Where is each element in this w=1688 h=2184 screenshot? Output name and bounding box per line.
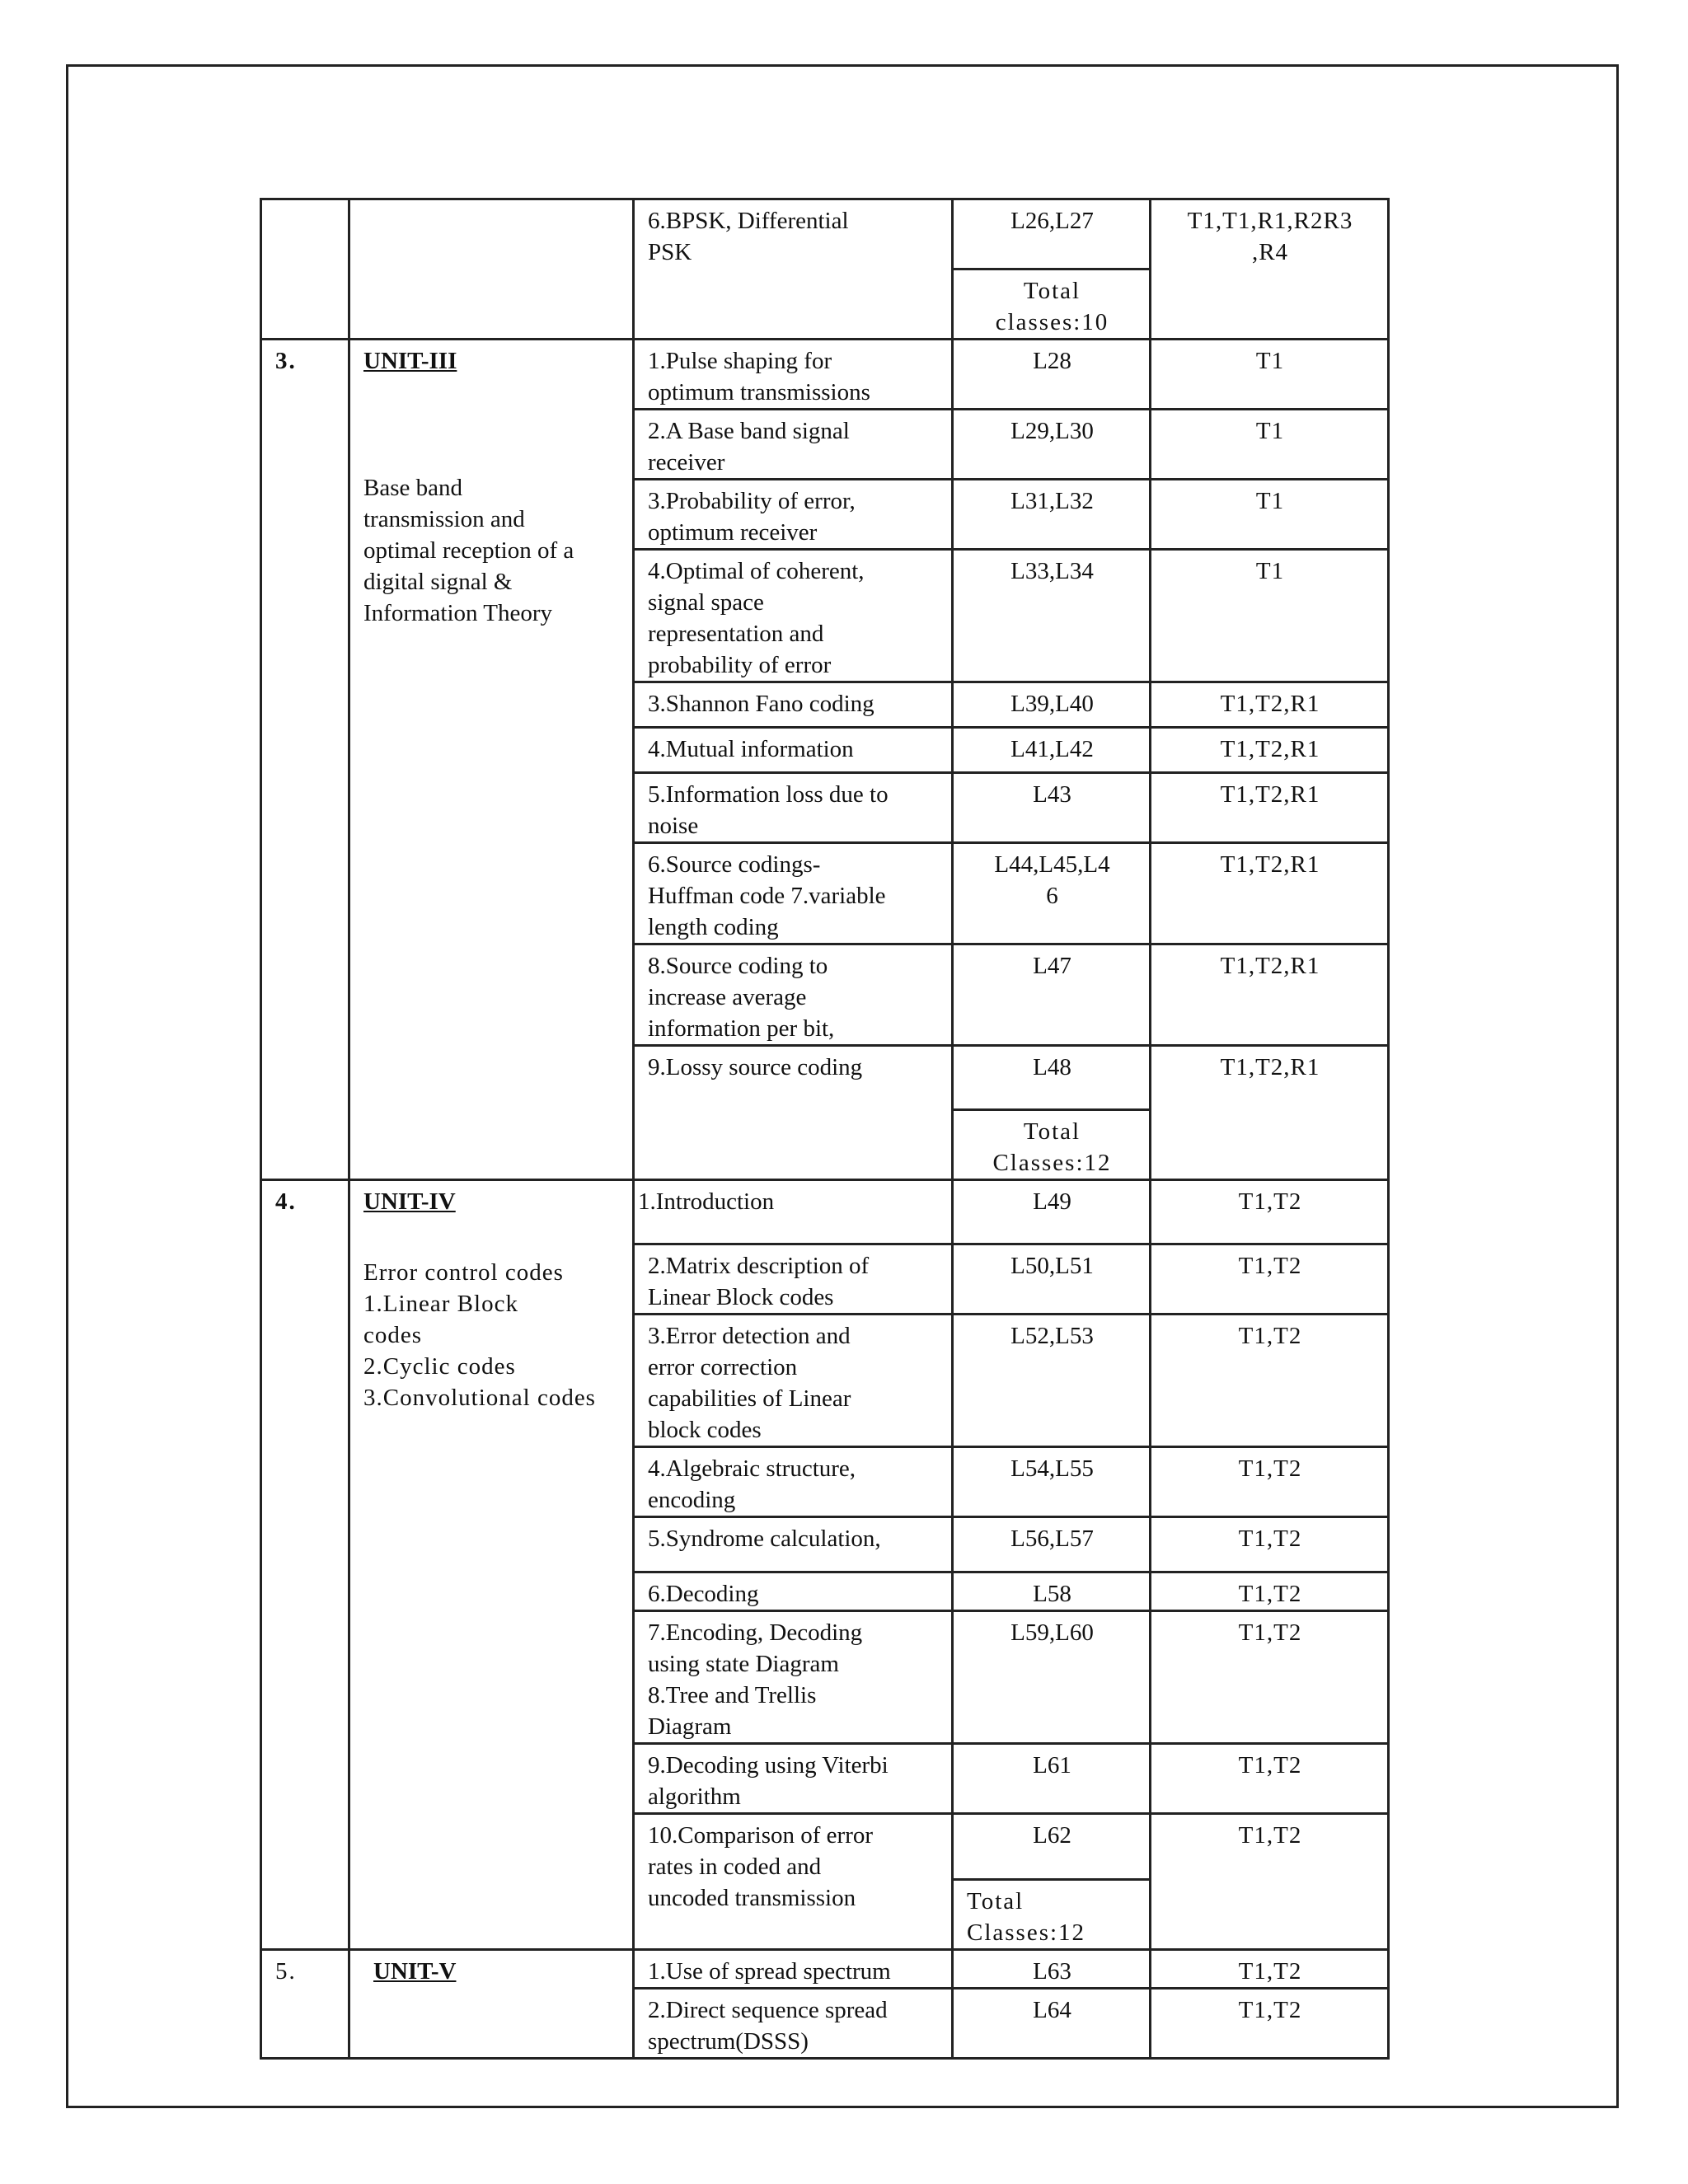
- lecture-cell: L26,L27: [953, 199, 1151, 269]
- reference-cell: T1,T2: [1151, 1611, 1389, 1744]
- reference-cell: T1,T2,R1: [1151, 728, 1389, 773]
- table-row: [261, 340, 1389, 410]
- reference-cell: T1,T2: [1151, 1447, 1389, 1517]
- reference-cell: T1,T2,R1: [1151, 773, 1389, 843]
- lecture-cell: L44,L45,L4 6: [953, 843, 1151, 944]
- lecture-cell: L54,L55: [953, 1447, 1151, 1517]
- lecture-cell: L62: [953, 1814, 1151, 1880]
- topic-cell: 2.A Base band signal receiver: [634, 410, 953, 480]
- lecture-cell: L50,L51: [953, 1244, 1151, 1315]
- lecture-cell: L31,L32: [953, 480, 1151, 550]
- lecture-cell: L43: [953, 773, 1151, 843]
- table-row: [261, 199, 1389, 269]
- lecture-cell: L48: [953, 1046, 1151, 1110]
- unit-topics-cell: [349, 1950, 634, 2059]
- topic-cell: 5.Syndrome calculation,: [634, 1517, 953, 1572]
- lecture-cell: L47: [953, 944, 1151, 1046]
- reference-cell: T1: [1151, 480, 1389, 550]
- total-classes-cell: Total classes:10: [953, 269, 1151, 340]
- reference-cell: T1,T2: [1151, 1989, 1389, 2059]
- reference-cell: T1,T1,R1,R2R3 ,R4: [1151, 199, 1389, 340]
- topic-cell: 5.Information loss due to noise: [634, 773, 953, 843]
- reference-cell: T1: [1151, 410, 1389, 480]
- sno-cell: [261, 199, 349, 340]
- reference-cell: T1,T2: [1151, 1744, 1389, 1814]
- table-row: [261, 1950, 1389, 1989]
- topic-cell: 1.Pulse shaping for optimum transmissions: [634, 340, 953, 410]
- topic-cell: 7.Encoding, Decoding using state Diagram 8.Tree and Trellis Diagram: [634, 1611, 953, 1744]
- reference-cell: T1,T2: [1151, 1950, 1389, 1989]
- lecture-cell: L59,L60: [953, 1611, 1151, 1744]
- unit-topics-cell: [349, 340, 634, 1180]
- topic-cell: 9.Lossy source coding: [634, 1046, 953, 1180]
- unit-number: 3.: [261, 340, 349, 1180]
- unit-description: Error control codes 1.Linear Block codes 2.Cyclic codes 3.Convolutional codes: [363, 1259, 596, 1411]
- topic-cell: 1.Introduction: [634, 1180, 953, 1244]
- unit-heading: UNIT-V: [373, 1958, 457, 1985]
- reference-cell: T1,T2,R1: [1151, 843, 1389, 944]
- topic-cell: 3.Error detection and error correction capabilities of Linear block codes: [634, 1315, 953, 1447]
- unit-heading: UNIT-IV: [363, 1188, 456, 1215]
- lesson-plan-table: [260, 198, 1390, 2060]
- reference-cell: T1,T2: [1151, 1244, 1389, 1315]
- lecture-cell: L49: [953, 1180, 1151, 1244]
- lecture-cell: L52,L53: [953, 1315, 1151, 1447]
- reference-cell: T1,T2,R1: [1151, 944, 1389, 1046]
- lecture-cell: L29,L30: [953, 410, 1151, 480]
- reference-cell: T1: [1151, 550, 1389, 682]
- total-classes-cell: Total Classes:12: [953, 1880, 1151, 1950]
- reference-cell: T1,T2: [1151, 1814, 1389, 1950]
- table-row: [261, 1180, 1389, 1244]
- topic-cell: 6.Decoding: [634, 1572, 953, 1611]
- topic-cell: 9.Decoding using Viterbi algorithm: [634, 1744, 953, 1814]
- lecture-cell: L56,L57: [953, 1517, 1151, 1572]
- unit-topics-cell: [349, 1180, 634, 1950]
- lecture-cell: L33,L34: [953, 550, 1151, 682]
- lecture-cell: L61: [953, 1744, 1151, 1814]
- unit-description: Base band transmission and optimal reception of a digital signal & Information Theory: [363, 475, 574, 626]
- topic-cell: 1.Use of spread spectrum: [634, 1950, 953, 1989]
- topic-cell: 4.Mutual information: [634, 728, 953, 773]
- unit-number: 4.: [261, 1180, 349, 1950]
- reference-cell: T1,T2,R1: [1151, 1046, 1389, 1180]
- topic-cell: 2.Direct sequence spread spectrum(DSSS): [634, 1989, 953, 2059]
- lecture-cell: L63: [953, 1950, 1151, 1989]
- reference-cell: T1,T2: [1151, 1572, 1389, 1611]
- topic-cell: 4.Optimal of coherent, signal space representation and probability of error: [634, 550, 953, 682]
- topic-cell: 4.Algebraic structure, encoding: [634, 1447, 953, 1517]
- lecture-cell: L39,L40: [953, 682, 1151, 728]
- unit-cell: [349, 199, 634, 340]
- lecture-cell: L64: [953, 1989, 1151, 2059]
- reference-cell: T1,T2: [1151, 1315, 1389, 1447]
- reference-cell: T1,T2: [1151, 1517, 1389, 1572]
- topic-cell: 2.Matrix description of Linear Block codes: [634, 1244, 953, 1315]
- lecture-cell: L28: [953, 340, 1151, 410]
- topic-cell: 3.Shannon Fano coding: [634, 682, 953, 728]
- topic-cell: 6.BPSK, Differential PSK: [634, 199, 953, 340]
- unit-heading: UNIT-III: [363, 348, 457, 374]
- topic-cell: 8.Source coding to increase average information per bit,: [634, 944, 953, 1046]
- topic-cell: 10.Comparison of error rates in coded and uncoded transmission: [634, 1814, 953, 1950]
- unit-number: 5.: [261, 1950, 349, 2059]
- lecture-cell: L58: [953, 1572, 1151, 1611]
- total-classes-cell: Total Classes:12: [953, 1110, 1151, 1180]
- topic-cell: 6.Source codings- Huffman code 7.variable length coding: [634, 843, 953, 944]
- reference-cell: T1,T2,R1: [1151, 682, 1389, 728]
- lecture-cell: L41,L42: [953, 728, 1151, 773]
- reference-cell: T1: [1151, 340, 1389, 410]
- topic-cell: 3.Probability of error, optimum receiver: [634, 480, 953, 550]
- reference-cell: T1,T2: [1151, 1180, 1389, 1244]
